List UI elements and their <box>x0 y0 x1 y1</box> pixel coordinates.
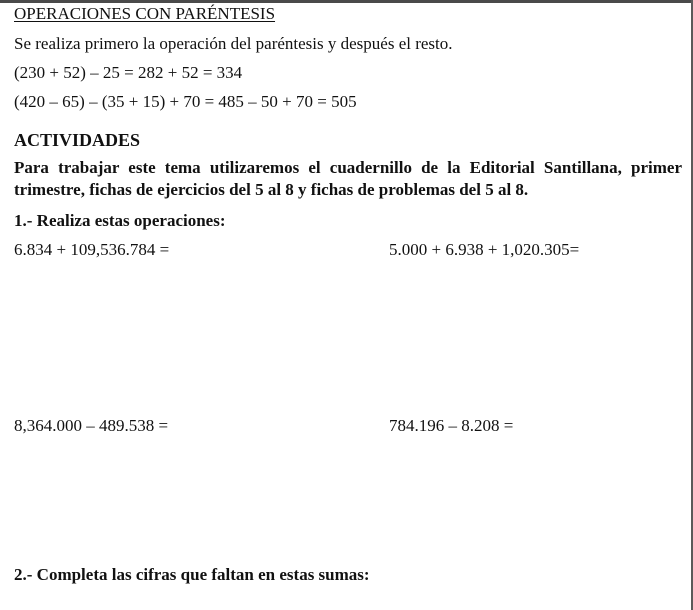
page-top-border <box>0 0 693 3</box>
example-operation-1: (230 + 52) – 25 = 282 + 52 = 334 <box>14 63 243 82</box>
exercise-1-title: 1.- Realiza estas operaciones: <box>14 211 226 230</box>
exercise-1-operation-c: 8,364.000 – 489.538 = <box>14 416 169 435</box>
exercise-2-title: 2.- Completa las cifras que faltan en estas sumas: <box>14 565 370 584</box>
exercise-1-operation-d: 784.196 – 8.208 = <box>389 416 514 435</box>
activities-instructions: Para trabajar este tema utilizaremos el cuadernillo de la Editorial Santillana, primer trimestre, fichas de ejercicios del 5 al 8 y fichas de problemas del 5 al 8. <box>14 158 682 199</box>
example-operation-2: (420 – 65) – (35 + 15) + 70 = 485 – 50 + 70 = 505 <box>14 92 357 111</box>
exercise-1-operation-a: 6.834 + 109,536.784 = <box>14 240 170 259</box>
section-title-parentheses: OPERACIONES CON PARÉNTESIS <box>14 4 276 23</box>
exercise-1-operation-b: 5.000 + 6.938 + 1,020.305= <box>389 240 580 259</box>
activities-title: ACTIVIDADES <box>14 130 141 150</box>
intro-text: Se realiza primero la operación del paréntesis y después el resto. <box>14 34 453 53</box>
